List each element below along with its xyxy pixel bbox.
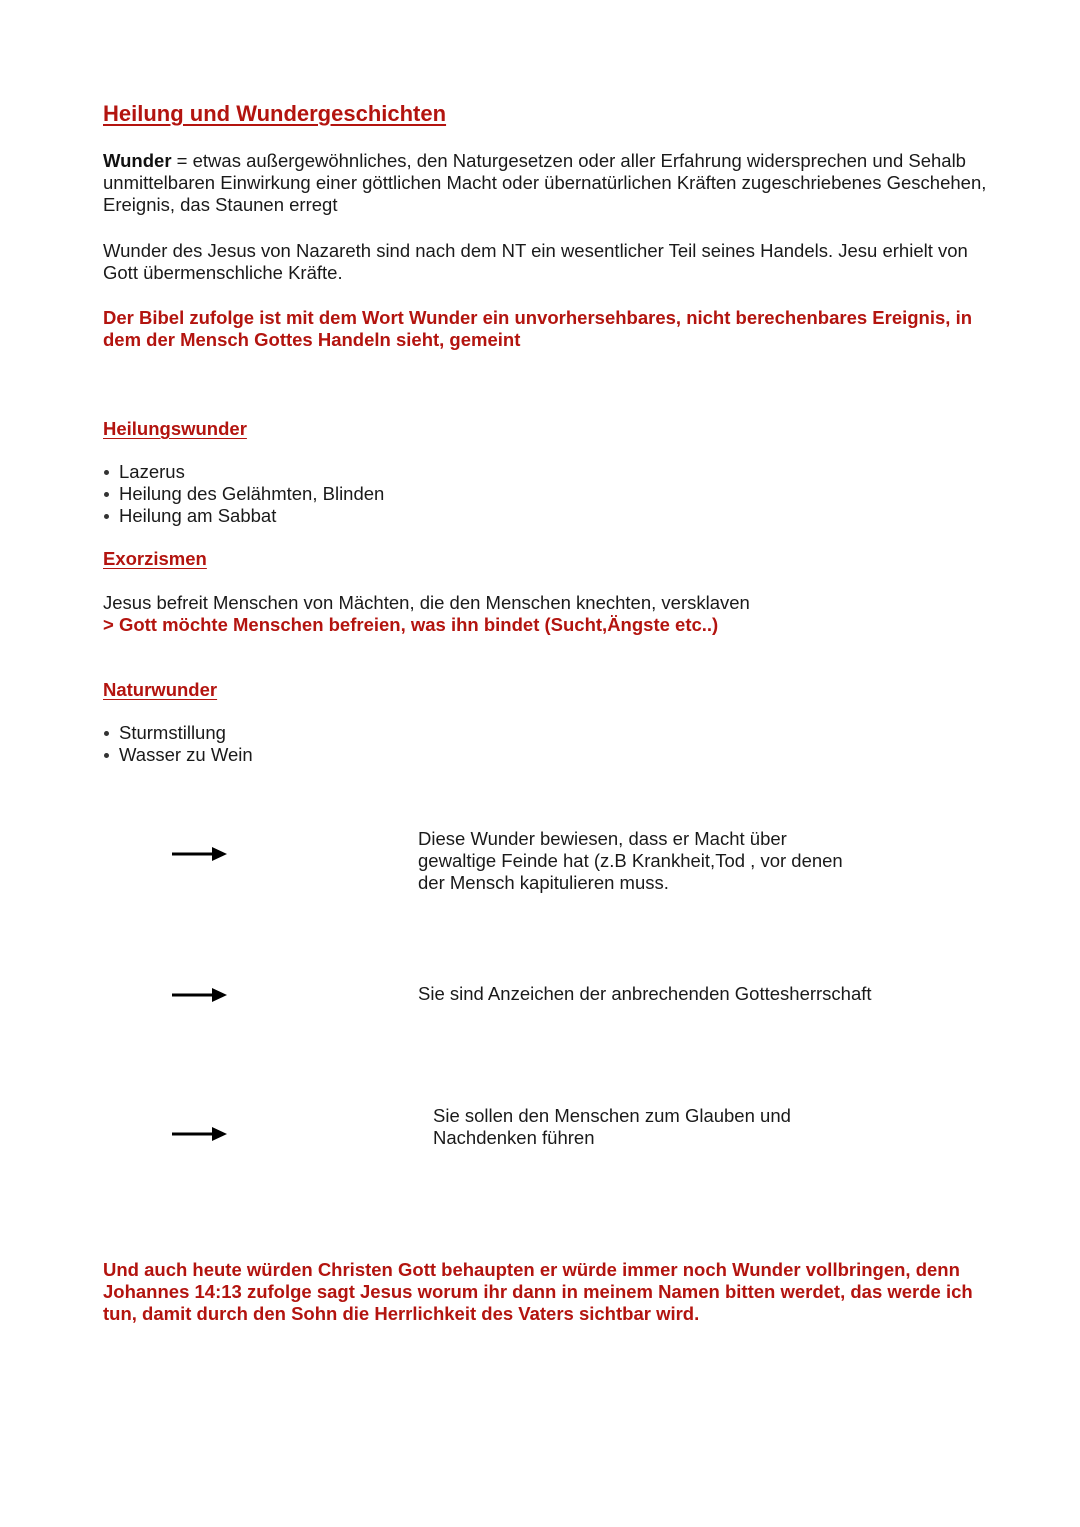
naturwunder-list <box>103 722 253 766</box>
jesus-paragraph: Wunder des Jesus von Nazareth sind nach dem NT ein wesentlicher Teil seines Handels. Jesu erhielt von Gott übermenschliche Kräfte. <box>103 240 968 283</box>
closing-paragraph: Und auch heute würden Christen Gott behaupten er würde immer noch Wunder vollbringen, denn Johannes 14:13 zufolge sagt Jesus worum ihr dann in meinem Namen bitten werdet, das werde ich tun, damit durch den Sohn die Herrlichkeit des Vaters sichtbar wird. <box>103 1259 973 1324</box>
heilungswunder-list <box>103 461 384 527</box>
list-item: Sturmstillung <box>103 722 253 744</box>
list-item: Heilung am Sabbat <box>103 505 384 527</box>
heilungswunder-heading: Heilungswunder <box>103 418 247 439</box>
bible-paragraph: Der Bibel zufolge ist mit dem Wort Wunder ein unvorhersehbares, nicht berechenbares Ereignis, in dem der Mensch Gottes Handeln sieht, gemeint <box>103 307 973 350</box>
definition-text: = etwas außergewöhnliches, den Naturgesetzen oder aller Erfahrung widersprechen und Sehalb unmittelbaren Einwirkung einer göttlichen Macht oder übernatürlichen Kräften zugeschriebenes Geschehen, Ereignis, das Staunen erregt <box>103 150 987 215</box>
exorzismen-text: Jesus befreit Menschen von Mächten, die den Menschen knechten, versklaven <box>103 592 750 613</box>
page-title: Heilung und Wundergeschichten <box>103 101 447 126</box>
definition-paragraph <box>103 150 1003 216</box>
exorzismen-paragraph <box>103 592 1003 636</box>
list-item: Lazerus <box>103 461 384 483</box>
explanation-3: Sie sollen den Menschen zum Glauben und Nachdenken führen <box>433 1105 791 1148</box>
definition-term: Wunder <box>103 150 172 171</box>
list-item: Heilung des Gelähmten, Blinden <box>103 483 384 505</box>
exorzismen-emphasis: > Gott möchte Menschen befreien, was ihn bindet (Sucht,Ängste etc..) <box>103 614 719 635</box>
exorzismen-heading: Exorzismen <box>103 548 207 569</box>
naturwunder-heading: Naturwunder <box>103 679 218 700</box>
right-arrow-icon <box>172 987 228 1003</box>
explanation-2: Sie sind Anzeichen der anbrechenden Gottesherrschaft <box>418 983 872 1004</box>
right-arrow-icon <box>172 1126 228 1142</box>
right-arrow-icon <box>172 846 228 862</box>
list-item: Wasser zu Wein <box>103 744 253 766</box>
explanation-1: Diese Wunder bewiesen, dass er Macht über gewaltige Feinde hat (z.B Krankheit,Tod , vor denen der Mensch kapitulieren muss. <box>418 828 843 893</box>
